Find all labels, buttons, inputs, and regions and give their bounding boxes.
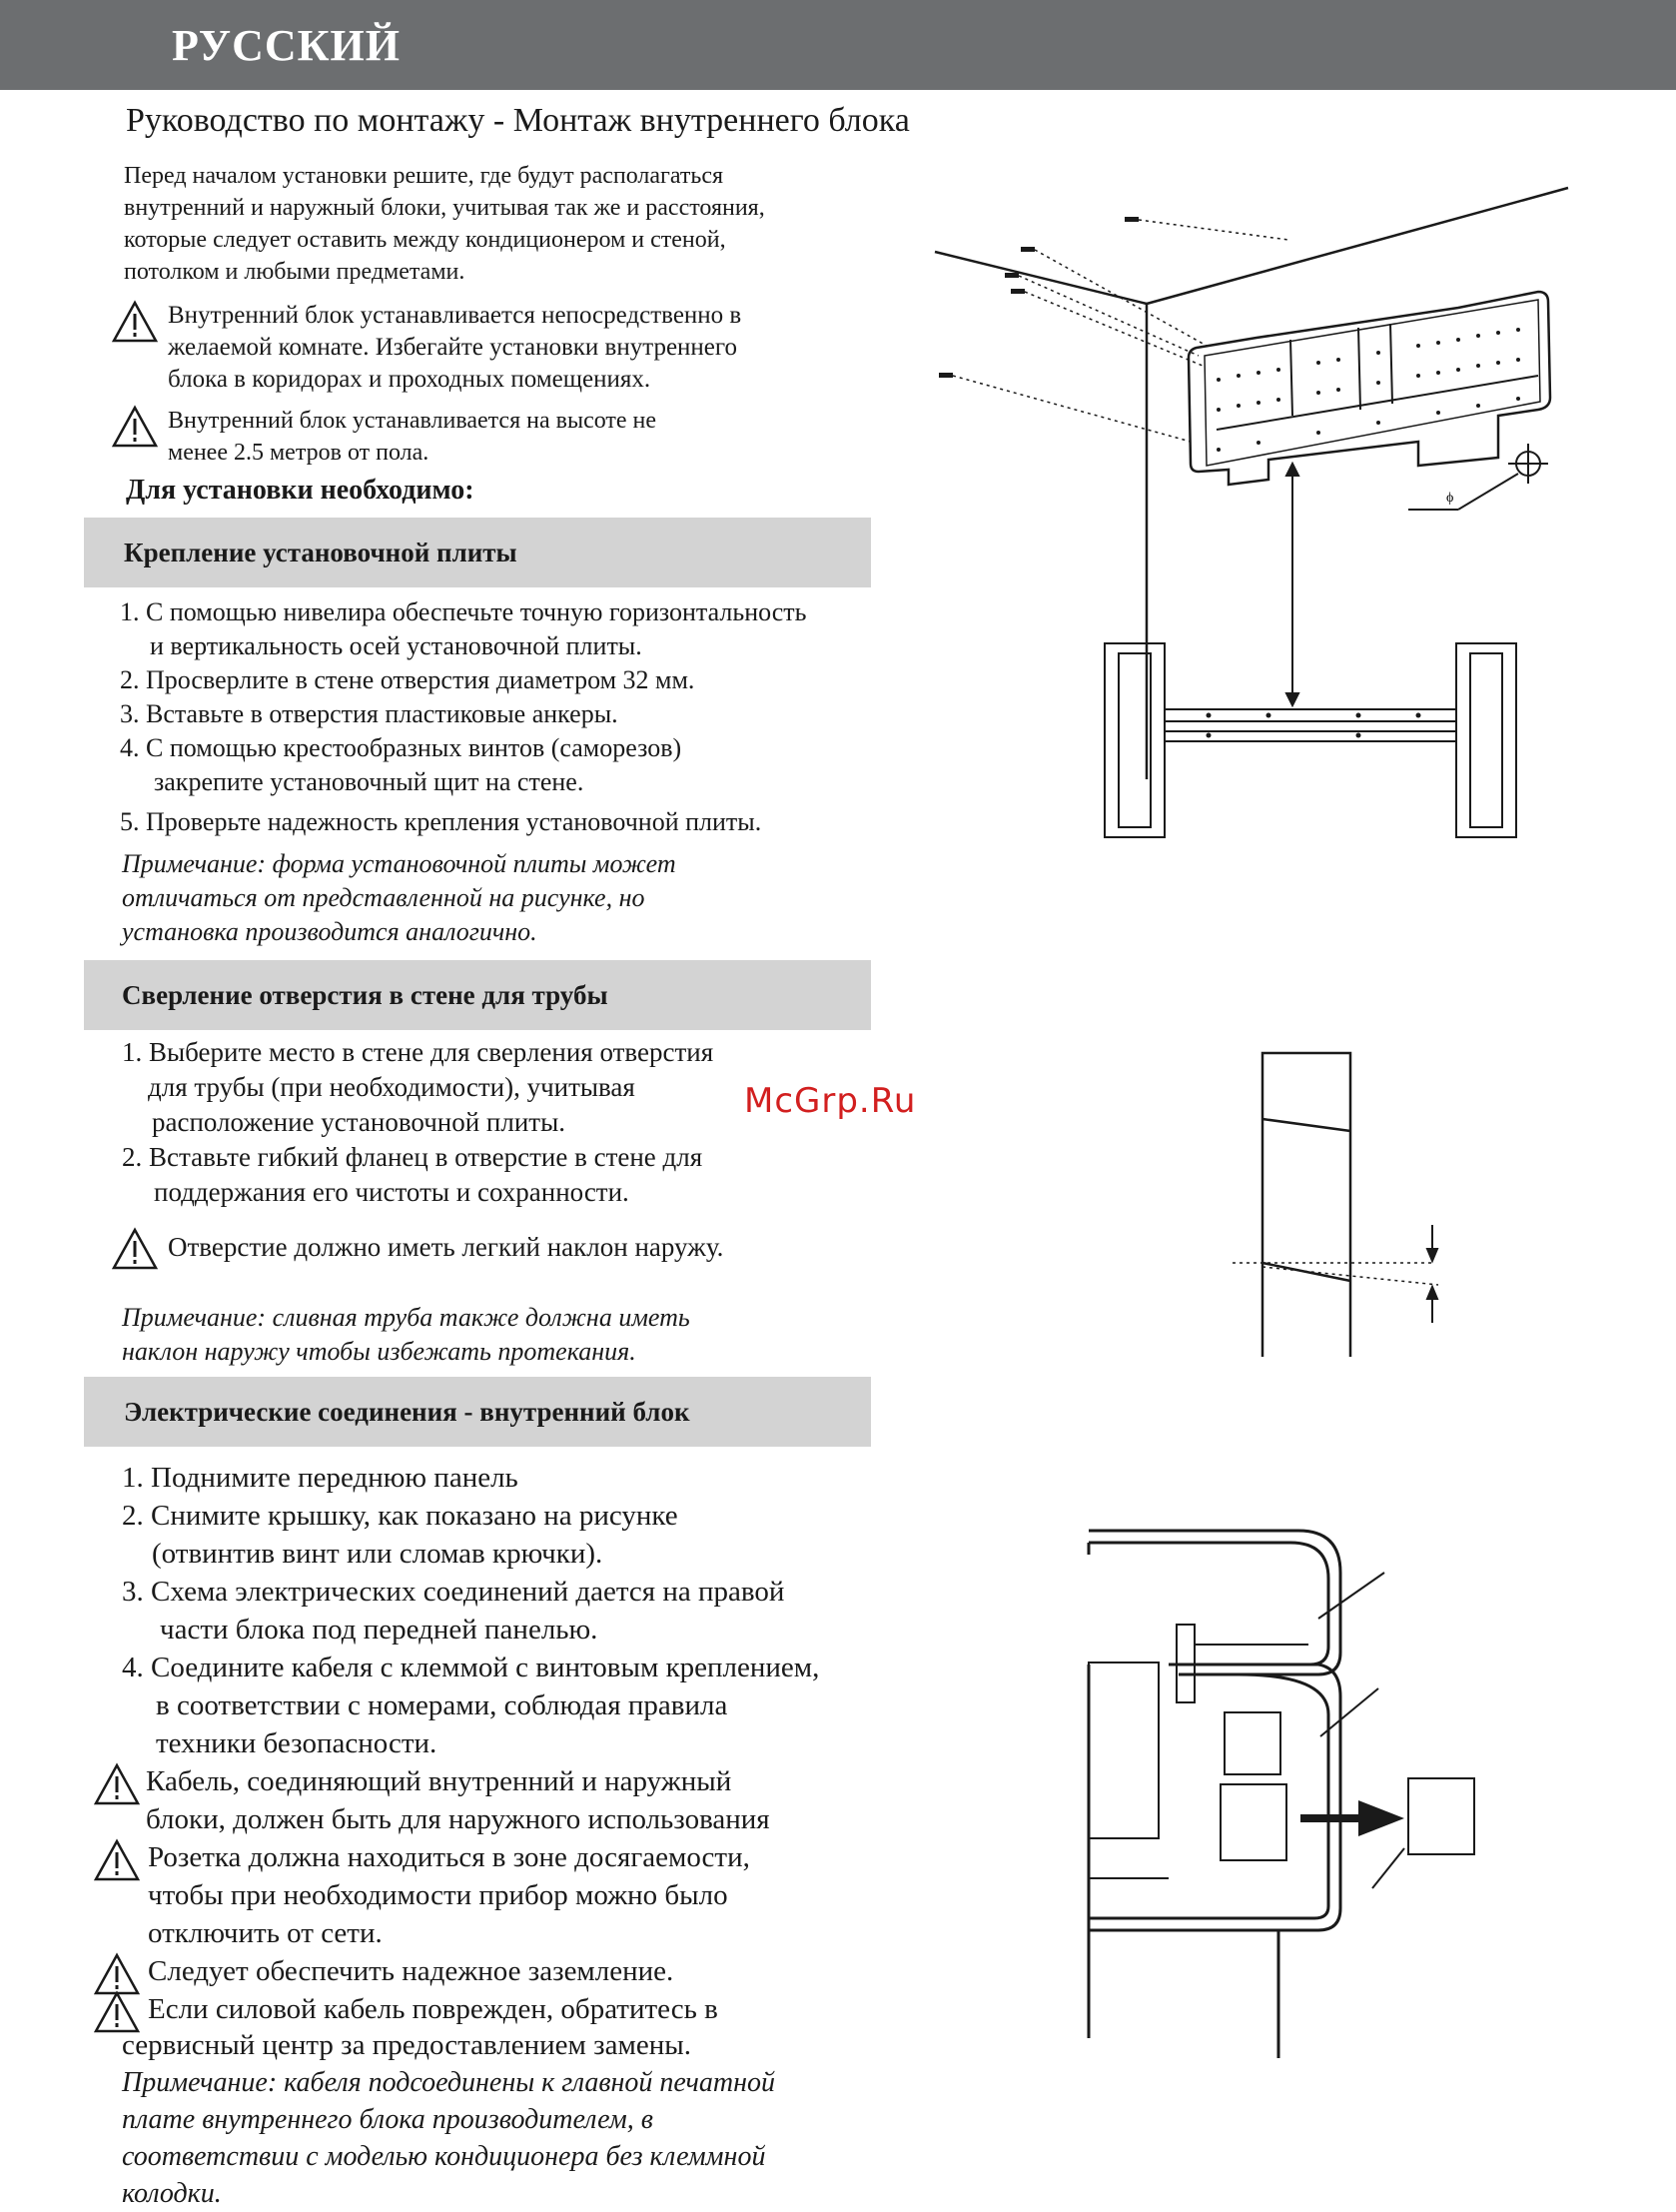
intro-paragraph bbox=[124, 160, 765, 288]
language-label: РУССКИЙ bbox=[172, 21, 401, 70]
list-item: части блока под передней панелью. bbox=[160, 1614, 598, 1646]
intro-line: Перед началом установки решите, где будут располагаться bbox=[124, 163, 724, 189]
warning-line: менее 2.5 метров от пола. bbox=[168, 440, 429, 466]
list-item: 2. Вставьте гибкий фланец в отверстие в стене для bbox=[122, 1142, 703, 1172]
note-line: Примечание: кабеля подсоединены к главной печатной bbox=[122, 2067, 775, 2098]
after-warning-line: сервисный центр за предоставлением замены. bbox=[122, 2029, 691, 2061]
warning-line: блоки, должен быть для наружного использования bbox=[146, 1803, 770, 1835]
warning-line: желаемой комнате. Избегайте установки внутреннего bbox=[168, 334, 738, 361]
warning-line: Внутренний блок устанавливается непосредственно в bbox=[168, 302, 742, 329]
warning-icon bbox=[112, 405, 158, 449]
list-item: закрепите установочный щит на стене. bbox=[154, 767, 584, 796]
list-item: 4. Соедините кабеля с клеммой с винтовым креплением, bbox=[122, 1652, 820, 1683]
warning-line: Розетка должна находиться в зоне досягаемости, bbox=[148, 1841, 750, 1873]
mounting-plate-figure bbox=[939, 180, 1578, 859]
intro-line: которые следует оставить между кондиционером и стеной, bbox=[124, 227, 726, 253]
section-title: Электрические соединения - внутренний блок bbox=[124, 1397, 690, 1427]
list-item: в соответствии с номерами, соблюдая правила bbox=[156, 1689, 728, 1721]
warning-icon bbox=[112, 300, 158, 344]
list-item: 1. Выберите место в стене для сверления отверстия bbox=[122, 1037, 714, 1067]
warning-socket bbox=[94, 1838, 750, 1952]
electrical-steps bbox=[122, 1459, 819, 1762]
list-item: 2. Просверлите в стене отверстия диаметром 32 мм. bbox=[120, 665, 695, 694]
warning-slope bbox=[112, 1227, 723, 1271]
note-line: Примечание: форма установочной плиты может bbox=[122, 849, 676, 878]
intro-line: потолком и любыми предметами. bbox=[124, 259, 465, 285]
note-line: наклон наружу чтобы избежать протекания. bbox=[122, 1337, 636, 1366]
wall-hole-figure bbox=[1229, 1049, 1468, 1359]
electrical-cover-figure bbox=[1079, 1519, 1498, 2058]
section-bar-mounting-plate bbox=[84, 518, 871, 587]
section-bar-wall-hole bbox=[84, 960, 871, 1030]
section-title: Крепление установочной плиты bbox=[124, 538, 517, 567]
mounting-note bbox=[122, 847, 676, 949]
language-header-bar bbox=[0, 0, 1676, 90]
watermark: McGrp.Ru bbox=[744, 1081, 917, 1121]
warning-room bbox=[112, 300, 741, 396]
warning-cable-outdoor bbox=[94, 1762, 770, 1838]
warning-icon bbox=[94, 1762, 140, 1806]
list-item: для трубы (при необходимости), учитывая bbox=[148, 1072, 635, 1102]
warning-line: Отверстие должно иметь легкий наклон наружу. bbox=[168, 1232, 724, 1262]
warning-line: Если силовой кабель поврежден, обратитесь в bbox=[148, 1993, 718, 2025]
warning-icon bbox=[94, 1838, 140, 1882]
note-line: колодки. bbox=[122, 2178, 222, 2209]
note-line: Примечание: сливная труба также должна иметь bbox=[122, 1303, 690, 1332]
warning-line: блока в коридорах и проходных помещениях. bbox=[168, 366, 651, 393]
warning-line: Кабель, соединяющий внутренний и наружный bbox=[146, 1765, 732, 1797]
note-line: отличаться от представленной на рисунке, но bbox=[122, 883, 645, 912]
vertical-arrow-icon bbox=[1286, 464, 1298, 705]
warning-height bbox=[112, 405, 656, 469]
warning-line: Внутренний блок устанавливается на высоте не bbox=[168, 408, 657, 434]
note-line: плате внутреннего блока производителем, в bbox=[122, 2104, 653, 2135]
list-item: 1. С помощью нивелира обеспечьте точную горизонтальность bbox=[120, 597, 807, 626]
note-line: соответствии с моделью кондиционера без клеммной bbox=[122, 2141, 766, 2172]
warning-line: Следует обеспечить надежное заземление. bbox=[148, 1955, 674, 1987]
list-item: и вертикальность осей установочной плиты. bbox=[150, 631, 642, 660]
slope-arrow-icon bbox=[1427, 1225, 1437, 1323]
warning-line: отключить от сети. bbox=[148, 1917, 383, 1949]
screw-lines bbox=[953, 220, 1288, 442]
required-heading: Для установки необходимо: bbox=[126, 475, 474, 506]
section-title: Сверление отверстия в стене для трубы bbox=[122, 980, 608, 1010]
removal-arrow-icon bbox=[1300, 1800, 1404, 1836]
electrical-note bbox=[122, 2064, 775, 2212]
intro-line: внутренний и наружный блоки, учитывая так же и расстояния, bbox=[124, 195, 765, 221]
list-item: поддержания его чистоты и сохранности. bbox=[154, 1177, 629, 1207]
list-item: 4. С помощью крестообразных винтов (саморезов) bbox=[120, 733, 682, 762]
list-item: 5. Проверьте надежность крепления установочной плиты. bbox=[120, 807, 762, 836]
wall-hole-steps bbox=[122, 1035, 713, 1210]
phi-label: ϕ bbox=[1446, 491, 1454, 506]
plate-front-view bbox=[1105, 643, 1516, 837]
list-item: 2. Снимите крышку, как показано на рисунке bbox=[122, 1500, 678, 1532]
warning-icon bbox=[112, 1227, 158, 1271]
note-line: установка производится аналогично. bbox=[122, 917, 537, 946]
list-item: расположение установочной плиты. bbox=[152, 1107, 565, 1137]
page-title: Руководство по монтажу - Монтаж внутреннего блока bbox=[126, 102, 910, 139]
warning-line: чтобы при необходимости прибор можно было bbox=[148, 1879, 728, 1911]
list-item: (отвинтив винт или сломав крючки). bbox=[152, 1538, 603, 1570]
list-item: техники безопасности. bbox=[156, 1727, 437, 1759]
wall-hole-note bbox=[122, 1301, 690, 1369]
list-item: 3. Схема электрических соединений дается на правой bbox=[122, 1576, 785, 1608]
list-item: 1. Поднимите переднюю панель bbox=[122, 1462, 518, 1494]
mounting-steps bbox=[120, 595, 807, 839]
list-item: 3. Вставьте в отверстия пластиковые анкеры. bbox=[120, 699, 618, 728]
section-bar-electrical bbox=[84, 1377, 871, 1447]
